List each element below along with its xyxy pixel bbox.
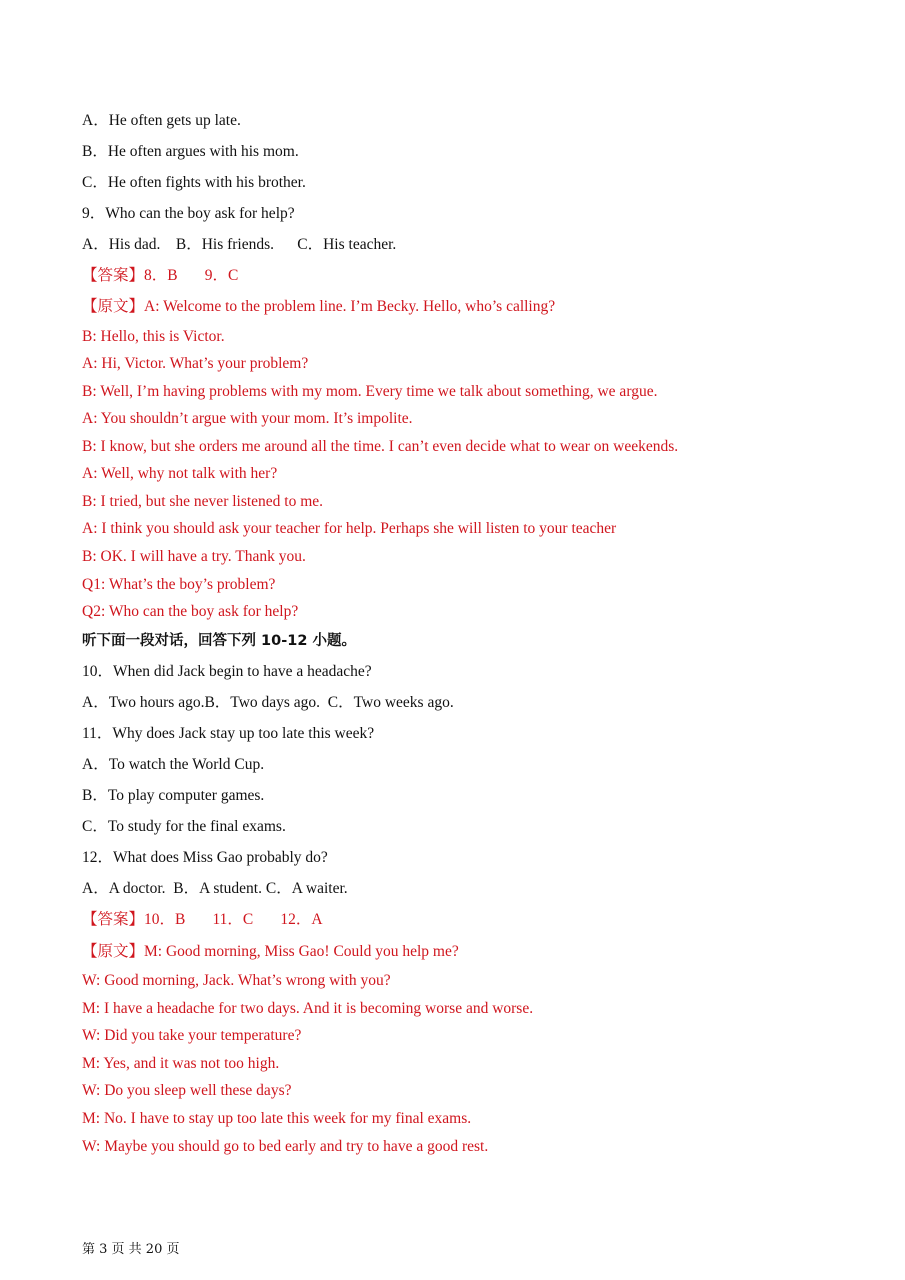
q12-options: A．A doctor. B．A student. C．A waiter. <box>82 880 348 897</box>
transcript-line: Q1: What’s the boy’s problem? <box>82 576 276 593</box>
q10-options: A．Two hours ago.B．Two days ago. C．Two weeks ago. <box>82 694 454 711</box>
page-number-footer: 第 3 页 共 20 页 <box>82 1242 180 1257</box>
transcript-line: A: You shouldn’t argue with your mom. It’s impolite. <box>82 410 413 427</box>
transcript-line: B: OK. I will have a try. Thank you. <box>82 548 306 565</box>
transcript-line: M: No. I have to stay up too late this week for my final exams. <box>82 1110 472 1127</box>
transcript-line: A: Well, why not talk with her? <box>82 465 278 482</box>
answer-key-10-12: 【答案】10．B 11．C 12．A <box>82 911 323 928</box>
transcript-line: B: I know, but she orders me around all the time. I can’t even decide what to wear on weekends. <box>82 438 679 455</box>
q8-option-b: B．He often argues with his mom. <box>82 143 299 160</box>
transcript-line: M: I have a headache for two days. And it is becoming worse and worse. <box>82 1000 534 1017</box>
transcript-line: B: I tried, but she never listened to me. <box>82 493 324 510</box>
q11-option-c: C．To study for the final exams. <box>82 818 286 835</box>
answer-key-8-9: 【答案】8．B 9．C <box>82 267 239 284</box>
q11-option-a: A．To watch the World Cup. <box>82 756 265 773</box>
q9-options: A．His dad. B．His friends. C．His teacher. <box>82 236 397 253</box>
transcript-line: W: Maybe you should go to bed early and try to have a good rest. <box>82 1138 489 1155</box>
transcript-line: W: Did you take your temperature? <box>82 1027 302 1044</box>
transcript-line: Q2: Who can the boy ask for help? <box>82 603 299 620</box>
q11-option-b: B．To play computer games. <box>82 787 265 804</box>
q12-question: 12．What does Miss Gao probably do? <box>82 849 328 866</box>
transcript-line: W: Good morning, Jack. What’s wrong with you? <box>82 972 391 989</box>
transcript-line: B: Well, I’m having problems with my mom. Every time we talk about something, we argue. <box>82 383 658 400</box>
transcript-line: A: Hi, Victor. What’s your problem? <box>82 355 309 372</box>
transcript-line: A: I think you should ask your teacher for help. Perhaps she will listen to your teacher <box>82 520 617 537</box>
transcript-line: B: Hello, this is Victor. <box>82 328 225 345</box>
transcript-line: W: Do you sleep well these days? <box>82 1082 292 1099</box>
q10-question: 10．When did Jack begin to have a headache? <box>82 663 372 680</box>
q8-option-a: A．He often gets up late. <box>82 112 241 129</box>
transcript-line: 【原文】M: Good morning, Miss Gao! Could you help me? <box>82 943 459 960</box>
q9-question: 9．Who can the boy ask for help? <box>82 205 295 222</box>
transcript-line: 【原文】A: Welcome to the problem line. I’m Becky. Hello, who’s calling? <box>82 298 556 315</box>
transcript-line: M: Yes, and it was not too high. <box>82 1055 280 1072</box>
q11-question: 11．Why does Jack stay up too late this week? <box>82 725 375 742</box>
section-heading: 听下面一段对话，回答下列 10-12 小题。 <box>82 633 356 649</box>
q8-option-c: C．He often fights with his brother. <box>82 174 306 191</box>
